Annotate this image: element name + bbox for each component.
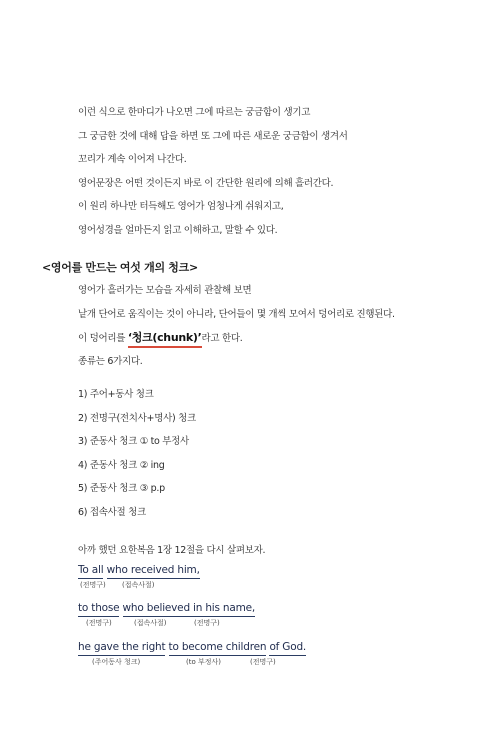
explanation-line: 낱개 단어로 움직이는 것이 아니라, 단어들이 몇 개씩 모여서 덩어리로 진행된다. xyxy=(78,308,395,320)
list-item: 2) 전명구(전치사+명사) 청크 xyxy=(78,412,196,424)
list-item: 1) 주어+동사 청크 xyxy=(78,389,154,400)
definition-prefix: 이 덩어리를 xyxy=(78,333,128,344)
chunk-tag: (전명구) xyxy=(250,658,276,666)
paragraph-line: 이런 식으로 한마디가 나오면 그에 따르는 궁금함이 생기고 xyxy=(78,107,311,118)
verse-text xyxy=(78,640,306,654)
list-item: 4) 준동사 청크 ② ing xyxy=(78,459,165,471)
chunk-segment: to become children xyxy=(168,641,267,653)
definition-suffix: 라고 한다. xyxy=(201,333,243,344)
chunk-tag: (접속사절) xyxy=(134,619,167,627)
paragraph-line: 그 궁금한 것에 대해 답을 하면 또 그에 따른 새로운 궁금함이 생겨서 xyxy=(78,130,348,142)
chunk-segment: of God. xyxy=(269,641,307,653)
paragraph-line: 영어문장은 어떤 것이든지 바로 이 간단한 원리에 의해 흘러간다. xyxy=(78,177,334,189)
example-verse-line xyxy=(78,640,306,669)
chunk-tag: (주어동사 청크) xyxy=(92,658,141,666)
paragraph-line: 꼬리가 계속 이어져 나간다. xyxy=(78,154,187,165)
example-intro: 아까 했던 요한복음 1장 12절을 다시 살펴보자. xyxy=(78,545,266,556)
chunk-segment: he gave the right xyxy=(78,641,166,653)
explanation-line: 종류는 6가지다. xyxy=(78,355,143,367)
chunk-segment: who received him, xyxy=(106,564,200,576)
list-item: 6) 접속사절 청크 xyxy=(78,506,146,518)
verse-text xyxy=(78,563,200,577)
list-item: 3) 준동사 청크 ① to 부정사 xyxy=(78,436,189,447)
chunk-tag: (전명구) xyxy=(194,619,220,627)
explanation-line-definition xyxy=(78,331,395,355)
chunk-type-list xyxy=(78,388,196,529)
chunk-tag: (전명구) xyxy=(80,581,106,589)
chunk-tag: (전명구) xyxy=(86,619,112,627)
paragraph-line: 이 원리 하나만 터득해도 영어가 엄청나게 쉬워지고, xyxy=(78,201,284,212)
chunk-segment: to those xyxy=(78,602,120,614)
chunk-segment: who believed in his name, xyxy=(122,602,256,614)
explanation-line: 영어가 흘러가는 모습을 자세히 관찰해 보면 xyxy=(78,285,252,296)
verse-text xyxy=(78,601,255,615)
chunk-term: ‘청크(chunk)’ xyxy=(127,331,202,344)
section-heading: <영어를 만드는 여섯 개의 청크> xyxy=(42,261,198,274)
chunk-tags xyxy=(78,657,306,669)
paragraph-line: 영어성경을 얼마든지 읽고 이해하고, 말할 수 있다. xyxy=(78,224,278,236)
chunk-tags xyxy=(78,580,200,592)
list-item: 5) 준동사 청크 ③ p.p xyxy=(78,483,165,494)
chunk-segment: To all xyxy=(78,564,104,576)
chunk-tag: (to 부정사) xyxy=(186,658,222,666)
example-verse-line xyxy=(78,563,200,592)
example-verse-line xyxy=(78,601,255,630)
chunk-tag: (접속사절) xyxy=(122,581,155,589)
chunk-tags xyxy=(78,618,255,630)
intro-paragraph xyxy=(78,106,348,247)
chunk-explanation xyxy=(78,284,395,378)
